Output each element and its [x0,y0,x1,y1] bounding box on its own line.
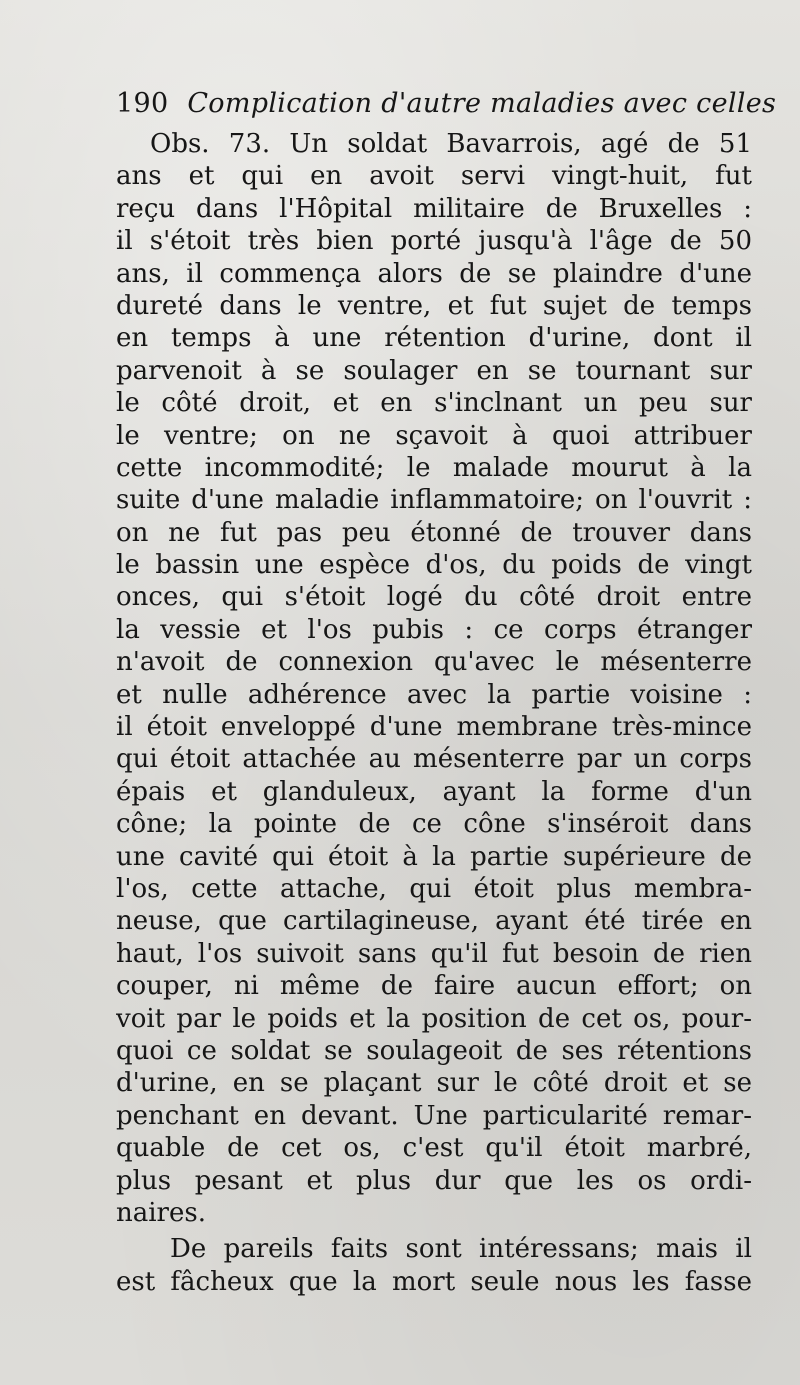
text-line: d'urine, en se plaçant sur le côté droit et se [116,1068,752,1099]
text-line: et nulle adhérence avec la partie voisine : [116,679,752,710]
text-line: la vessie et l'os pubis : ce corps étranger [116,614,752,645]
text-line: une cavité qui étoit à la partie supérieure de [116,841,752,872]
text-line: est fâcheux que la mort seule nous les fasse [116,1266,752,1297]
text-line: penchant en devant. Une particularité remar- [116,1100,752,1131]
text-line: qui étoit attachée au mésenterre par un corps [116,744,752,775]
text-line: il étoit enveloppé d'une membrane très-mince [116,712,752,743]
text-line: neuse, que cartilagineuse, ayant été tirée en [116,906,752,937]
running-title: Complication d'autre maladies avec celles [187,88,777,119]
text-line: quoi ce soldat se soulageoit de ses rétentions [116,1035,752,1066]
text-line: ans, il commença alors de se plaindre d'une [116,258,752,289]
text-line: plus pesant et plus dur que les os ordi- [116,1165,752,1196]
text-line: onces, qui s'étoit logé du côté droit entre [116,582,752,613]
page-number: 190 [116,88,169,119]
text-line: le ventre; on ne sçavoit à quoi attribuer [116,420,752,451]
text-line: couper, ni même de faire aucun effort; on [116,971,752,1002]
text-line: quable de cet os, c'est qu'il étoit marbré, [116,1133,752,1164]
text-line: le côté droit, et en s'inclnant un peu sur [116,388,752,419]
text-line: dureté dans le ventre, et fut sujet de temps [116,290,752,321]
body-text [116,128,752,1298]
text-line: naires. [116,1197,206,1228]
text-line: en temps à une rétention d'urine, dont il [116,323,752,354]
text-line: suite d'une maladie inflammatoire; on l'ouvrit : [116,485,752,516]
text-line: reçu dans l'Hôpital militaire de Bruxelles : [116,193,752,224]
text-line: parvenoit à se soulager en se tournant sur [116,355,752,386]
text-line: ans et qui en avoit servi vingt-huit, fut [116,161,752,192]
text-line: cette incommodité; le malade mourut à la [116,452,752,483]
text-line: on ne fut pas peu étonné de trouver dans [116,517,752,548]
text-line: épais et glanduleux, ayant la forme d'un [116,776,752,807]
text-line: le bassin une espèce d'os, du poids de vingt [116,550,752,581]
text-line: De pareils faits sont intéressans; mais il [170,1234,752,1265]
text-line: n'avoit de connexion qu'avec le mésenterre [116,647,752,678]
text-line: voit par le poids et la position de cet os, pour- [116,1003,752,1034]
text-line: l'os, cette attache, qui étoit plus membra- [116,873,752,904]
page-header [116,88,777,119]
text-line: Obs. 73. Un soldat Bavarrois, agé de 51 [150,129,752,159]
text-line: haut, l'os suivoit sans qu'il fut besoin de rien [116,938,752,969]
text-line: il s'étoit très bien porté jusqu'à l'âge de 50 [116,226,752,257]
text-line: cône; la pointe de ce cône s'inséroit dans [116,809,752,840]
